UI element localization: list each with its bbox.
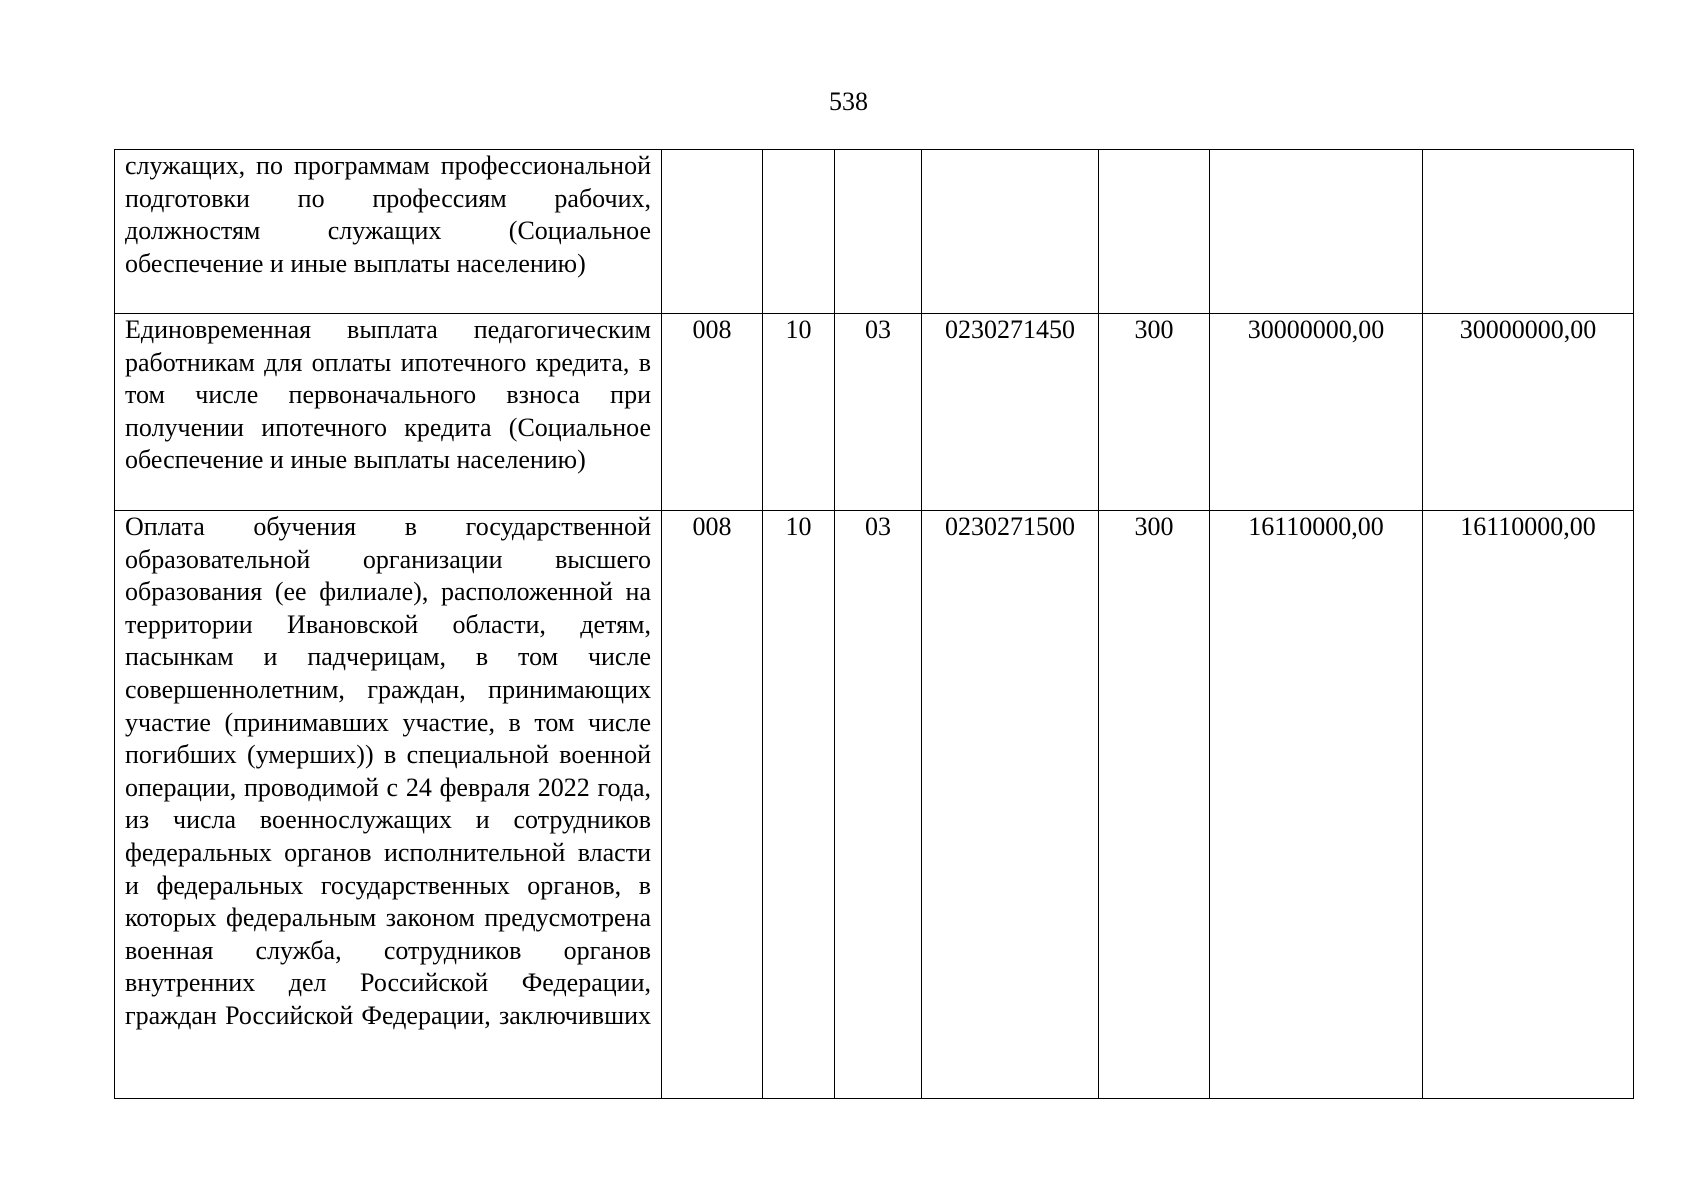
expense-description-cell: Единовременная выплата педагогическим работникам для оплаты ипотечного кредита, в том числе первоначального взноса при получении ипотечного кредита (Социальное обеспечение и иные выплаты населению): [115, 314, 662, 511]
expense-type-cell: 300: [1099, 314, 1210, 511]
budget-table: [114, 149, 1634, 1099]
table-row: [115, 150, 1634, 314]
amount-year2-cell: 30000000,00: [1423, 314, 1634, 511]
section-code-cell: 10: [763, 511, 835, 1099]
expense-type-cell: [1099, 150, 1210, 314]
subsection-code-cell: 03: [835, 314, 922, 511]
target-article-cell: [922, 150, 1099, 314]
amount-year1-cell: 16110000,00: [1210, 511, 1423, 1099]
subsection-code-cell: [835, 150, 922, 314]
section-code-cell: [763, 150, 835, 314]
amount-year2-cell: 16110000,00: [1423, 511, 1634, 1099]
target-article-cell: 0230271500: [922, 511, 1099, 1099]
subsection-code-cell: 03: [835, 511, 922, 1099]
section-code-cell: 10: [763, 314, 835, 511]
amount-year1-cell: 30000000,00: [1210, 314, 1423, 511]
target-article-cell: 0230271450: [922, 314, 1099, 511]
table-row: [115, 314, 1634, 511]
table-row: [115, 511, 1634, 1099]
page-number: 538: [829, 87, 868, 116]
expense-description-cell: служащих, по программам профессиональной подготовки по профессиям рабочих, должностям служащих (Социальное обеспечение и иные выплаты населению): [115, 150, 662, 314]
ministry-code-cell: 008: [662, 511, 763, 1099]
expense-type-cell: 300: [1099, 511, 1210, 1099]
amount-year1-cell: [1210, 150, 1423, 314]
ministry-code-cell: [662, 150, 763, 314]
ministry-code-cell: 008: [662, 314, 763, 511]
expense-description-cell: Оплата обучения в государственной образовательной организации высшего образования (ее филиале), расположенной на территории Ивановской области, детям, пасынкам и падчерицам, в том числе совершеннолетним, граждан, принимающих участие (принимавших участие, в том числе погибших (умерших)) в специальной военной операции, проводимой с 24 февраля 2022 года, из числа военнослужащих и сотрудников федеральных органов исполнительной власти и федеральных государственных органов, в которых федеральным законом предусмотрена военная служба, сотрудников органов внутренних дел Российской Федерации, граждан Российской Федерации, заключивших: [115, 511, 662, 1099]
amount-year2-cell: [1423, 150, 1634, 314]
